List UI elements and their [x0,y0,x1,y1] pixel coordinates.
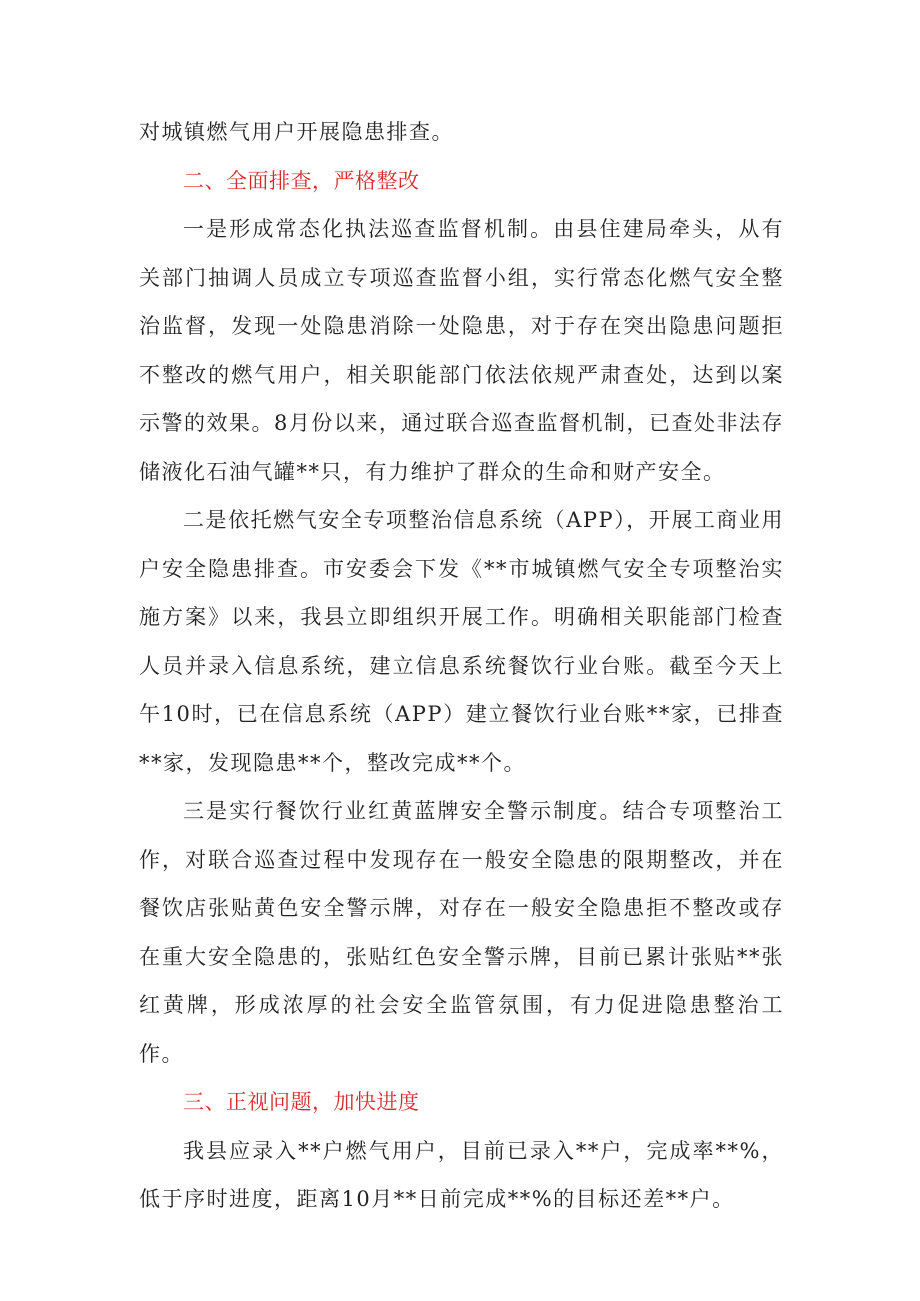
paragraph-info-system: 二是依托燃气安全专项整治信息系统（APP），开展工商业用户安全隐患排查。市安委会下发《**市城镇燃气安全专项整治实施方案》以来，我县立即组织开展工作。明确相关职能部门检查人员并录入信息系统，建立信息系统餐饮行业台账。截至今天上午10时，已在信息系统（APP）建立餐饮行业台账**家，已排查**家，发现隐患**个，整改完成**个。 [139,508,784,775]
paragraph-warning-signs: 三是实行餐饮行业红黄蓝牌安全警示制度。结合专项整治工作，对联合巡查过程中发现存在一般安全隐患的限期整改，并在餐饮店张贴黄色安全警示牌，对存在一般安全隐患拒不整改或存在重大安全隐患的，张贴红色安全警示牌，目前已累计张贴**张红黄牌，形成浓厚的社会安全监管氛围，有力促进隐患整治工作。 [139,799,784,1066]
section-heading-3: 三、正视问题，加快进度 [183,1090,420,1114]
intro-line: 对城镇燃气用户开展隐患排查。 [139,120,454,144]
section-heading-2: 二、全面排查，严格整改 [183,168,420,193]
paragraph-progress: 我县应录入**户燃气用户，目前已录入**户，完成率**%，低于序时进度，距离10月**日前完成**%的目标还差**户。 [139,1138,784,1211]
document-body [139,108,784,1224]
paragraph-patrol-mechanism: 一是形成常态化执法巡查监督机制。由县住建局牵头，从有关部门抽调人员成立专项巡查监督小组，实行常态化燃气安全整治监督，发现一处隐患消除一处隐患，对于存在突出隐患问题拒不整改的燃气用户，相关职能部门依法依规严肃查处，达到以案示警的效果。8月份以来，通过联合巡查监督机制，已查处非法存储液化石油气罐**只，有力维护了群众的生命和财产安全。 [139,217,784,484]
